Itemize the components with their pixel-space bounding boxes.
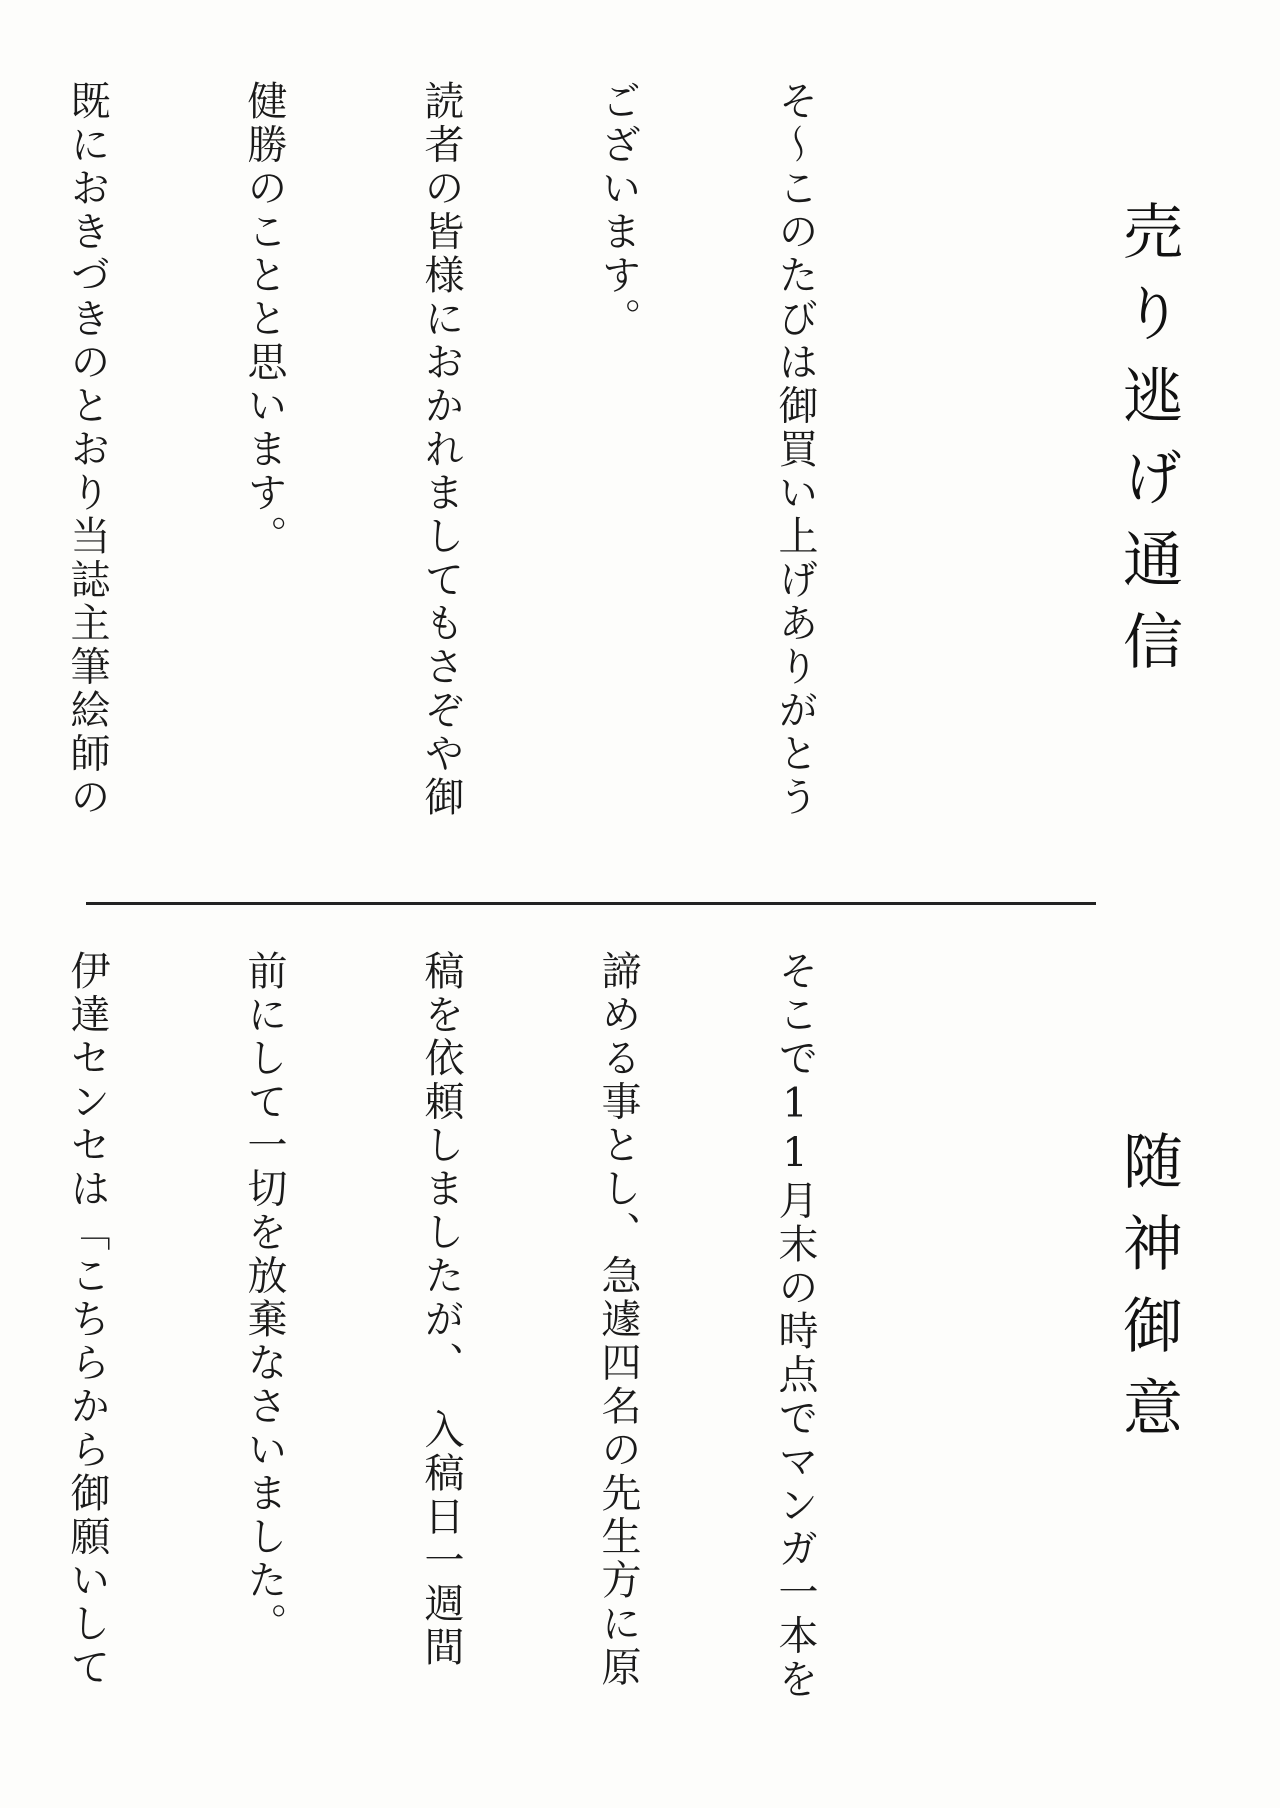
section-title-top: 売り逃げ通信 (1113, 200, 1183, 692)
section-title-bottom: 随神御意 (1113, 1130, 1183, 1458)
text-column: 伊達センセは「こちらから御願いして (64, 950, 110, 1690)
text-column: そこで11月末の時点でマンガ一本を (772, 950, 818, 1702)
text-column: そ〜このたびは御買い上げありがとう (772, 80, 818, 820)
text-block-bottom (0, 950, 942, 1780)
text-column: 稿を依頼しましたが、 入稿日一週間 (418, 950, 464, 1670)
text-column: 健勝のことと思います。 (241, 80, 287, 559)
text-column: 読者の皆様におかれましてもさぞや御 (418, 80, 464, 820)
text-column: ございます。 (595, 80, 641, 341)
section-divider (86, 902, 1096, 905)
text-column: 既におきづきのとおり当誌主筆絵師の (64, 80, 110, 820)
text-block-top (0, 80, 942, 910)
text-column: 諦める事とし、急遽四名の先生方に原 (595, 950, 641, 1690)
text-column: 前にして一切を放棄なさいました。 (241, 950, 287, 1646)
